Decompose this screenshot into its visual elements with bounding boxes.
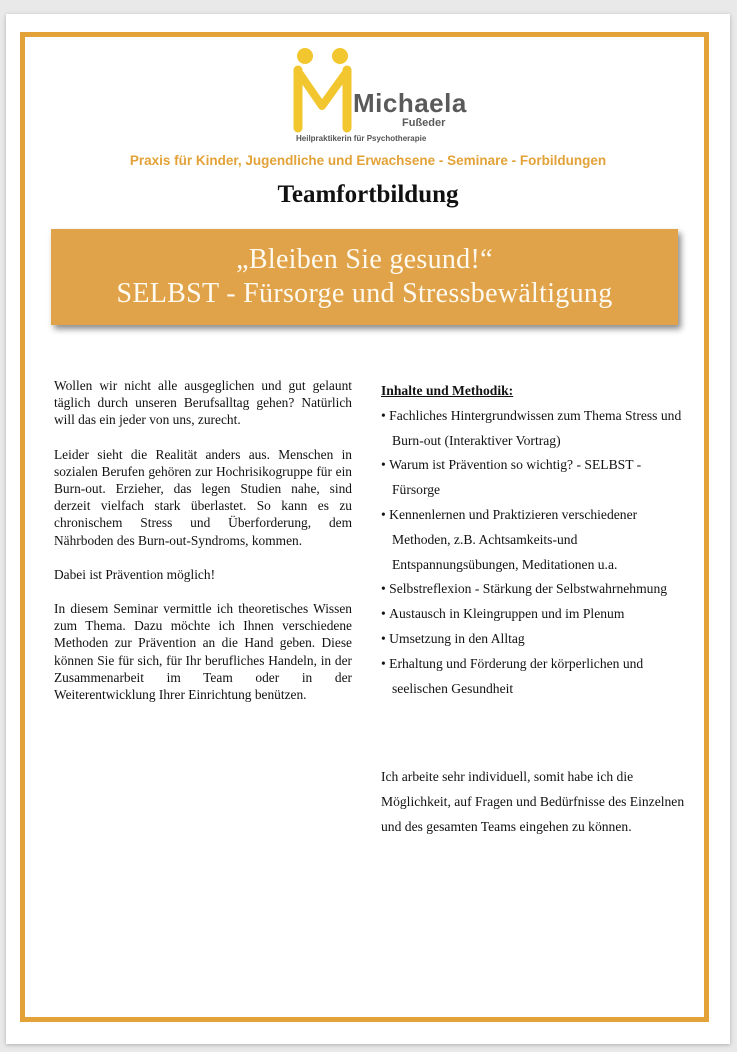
intro-paragraph: Dabei ist Prävention möglich! bbox=[54, 566, 216, 582]
headline-banner bbox=[51, 229, 678, 325]
document-page bbox=[6, 14, 730, 1044]
methods-list bbox=[381, 404, 691, 702]
logo-surname: Fußeder bbox=[402, 117, 446, 129]
content-column bbox=[381, 379, 691, 853]
banner-line-2: SELBST - Fürsorge und Stressbewältigung bbox=[116, 278, 613, 309]
intro-column bbox=[54, 377, 352, 720]
methods-list-item: • Warum ist Prävention so wichtig? - SELBST - Fürsorge bbox=[381, 453, 691, 503]
methods-list-item: • Umsetzung in den Alltag bbox=[381, 627, 691, 652]
methods-list-item: • Selbstreflexion - Stärkung der Selbstwahrnehmung bbox=[381, 577, 691, 602]
intro-paragraph: Leider sieht die Realität anders aus. Menschen in sozialen Berufen gehören zur Hochrisikogruppe für ein Burn-out. Erzieher, das legen Studien nahe, sind derzeit vielfach stark überlastet. So kann es zu chronischem Stress und Überforderung, dem Nährboden des Burn-out-Syndroms, kommen. bbox=[54, 446, 352, 548]
banner-line-1: „Bleiben Sie gesund!“ bbox=[236, 244, 493, 275]
methods-list-item: • Fachliches Hintergrundwissen zum Thema Stress und Burn-out (Interaktiver Vortrag) bbox=[381, 404, 691, 454]
methods-list-item: • Erhaltung und Förderung der körperlichen und seelischen Gesundheit bbox=[381, 652, 691, 702]
logo-subtitle: Heilpraktikerin für Psychotherapie bbox=[296, 134, 427, 143]
methods-list-item: • Austausch in Kleingruppen und im Plenum bbox=[381, 602, 691, 627]
intro-paragraph: In diesem Seminar vermittle ich theoretisches Wissen zum Thema. Dazu möchte ich Ihnen verschiedene Methoden zur Prävention an die Hand geben. Diese können Sie für sich, für Ihr berufliches Handeln, in der Zusammenarbeit im Team oder in der Weiterentwicklung Ihrer Einrichtung benützen. bbox=[54, 601, 352, 703]
praxis-tagline: Praxis für Kinder, Jugendliche und Erwachsene - Seminare - Forbildungen bbox=[129, 153, 607, 168]
logo-name: Michaela bbox=[353, 88, 467, 118]
methods-list-item: • Kennenlernen und Praktizieren verschiedener Methoden, z.B. Achtsamkeits-und Entspannungsübungen, Meditationen u.a. bbox=[381, 503, 691, 577]
page-title: Teamfortbildung bbox=[277, 181, 459, 208]
methods-heading: Inhalte und Methodik: bbox=[381, 383, 514, 398]
closing-paragraph: Ich arbeite sehr individuell, somit habe ich die Möglichkeit, auf Fragen und Bedürfnisse des Einzelnen und des gesamten Teams eingehen zu können. bbox=[381, 769, 685, 834]
intro-paragraph: Wollen wir nicht alle ausgeglichen und gut gelaunt täglich durch unseren Berufsalltag gehen? Natürlich will das ein jeder von uns, zurecht. bbox=[54, 378, 352, 428]
